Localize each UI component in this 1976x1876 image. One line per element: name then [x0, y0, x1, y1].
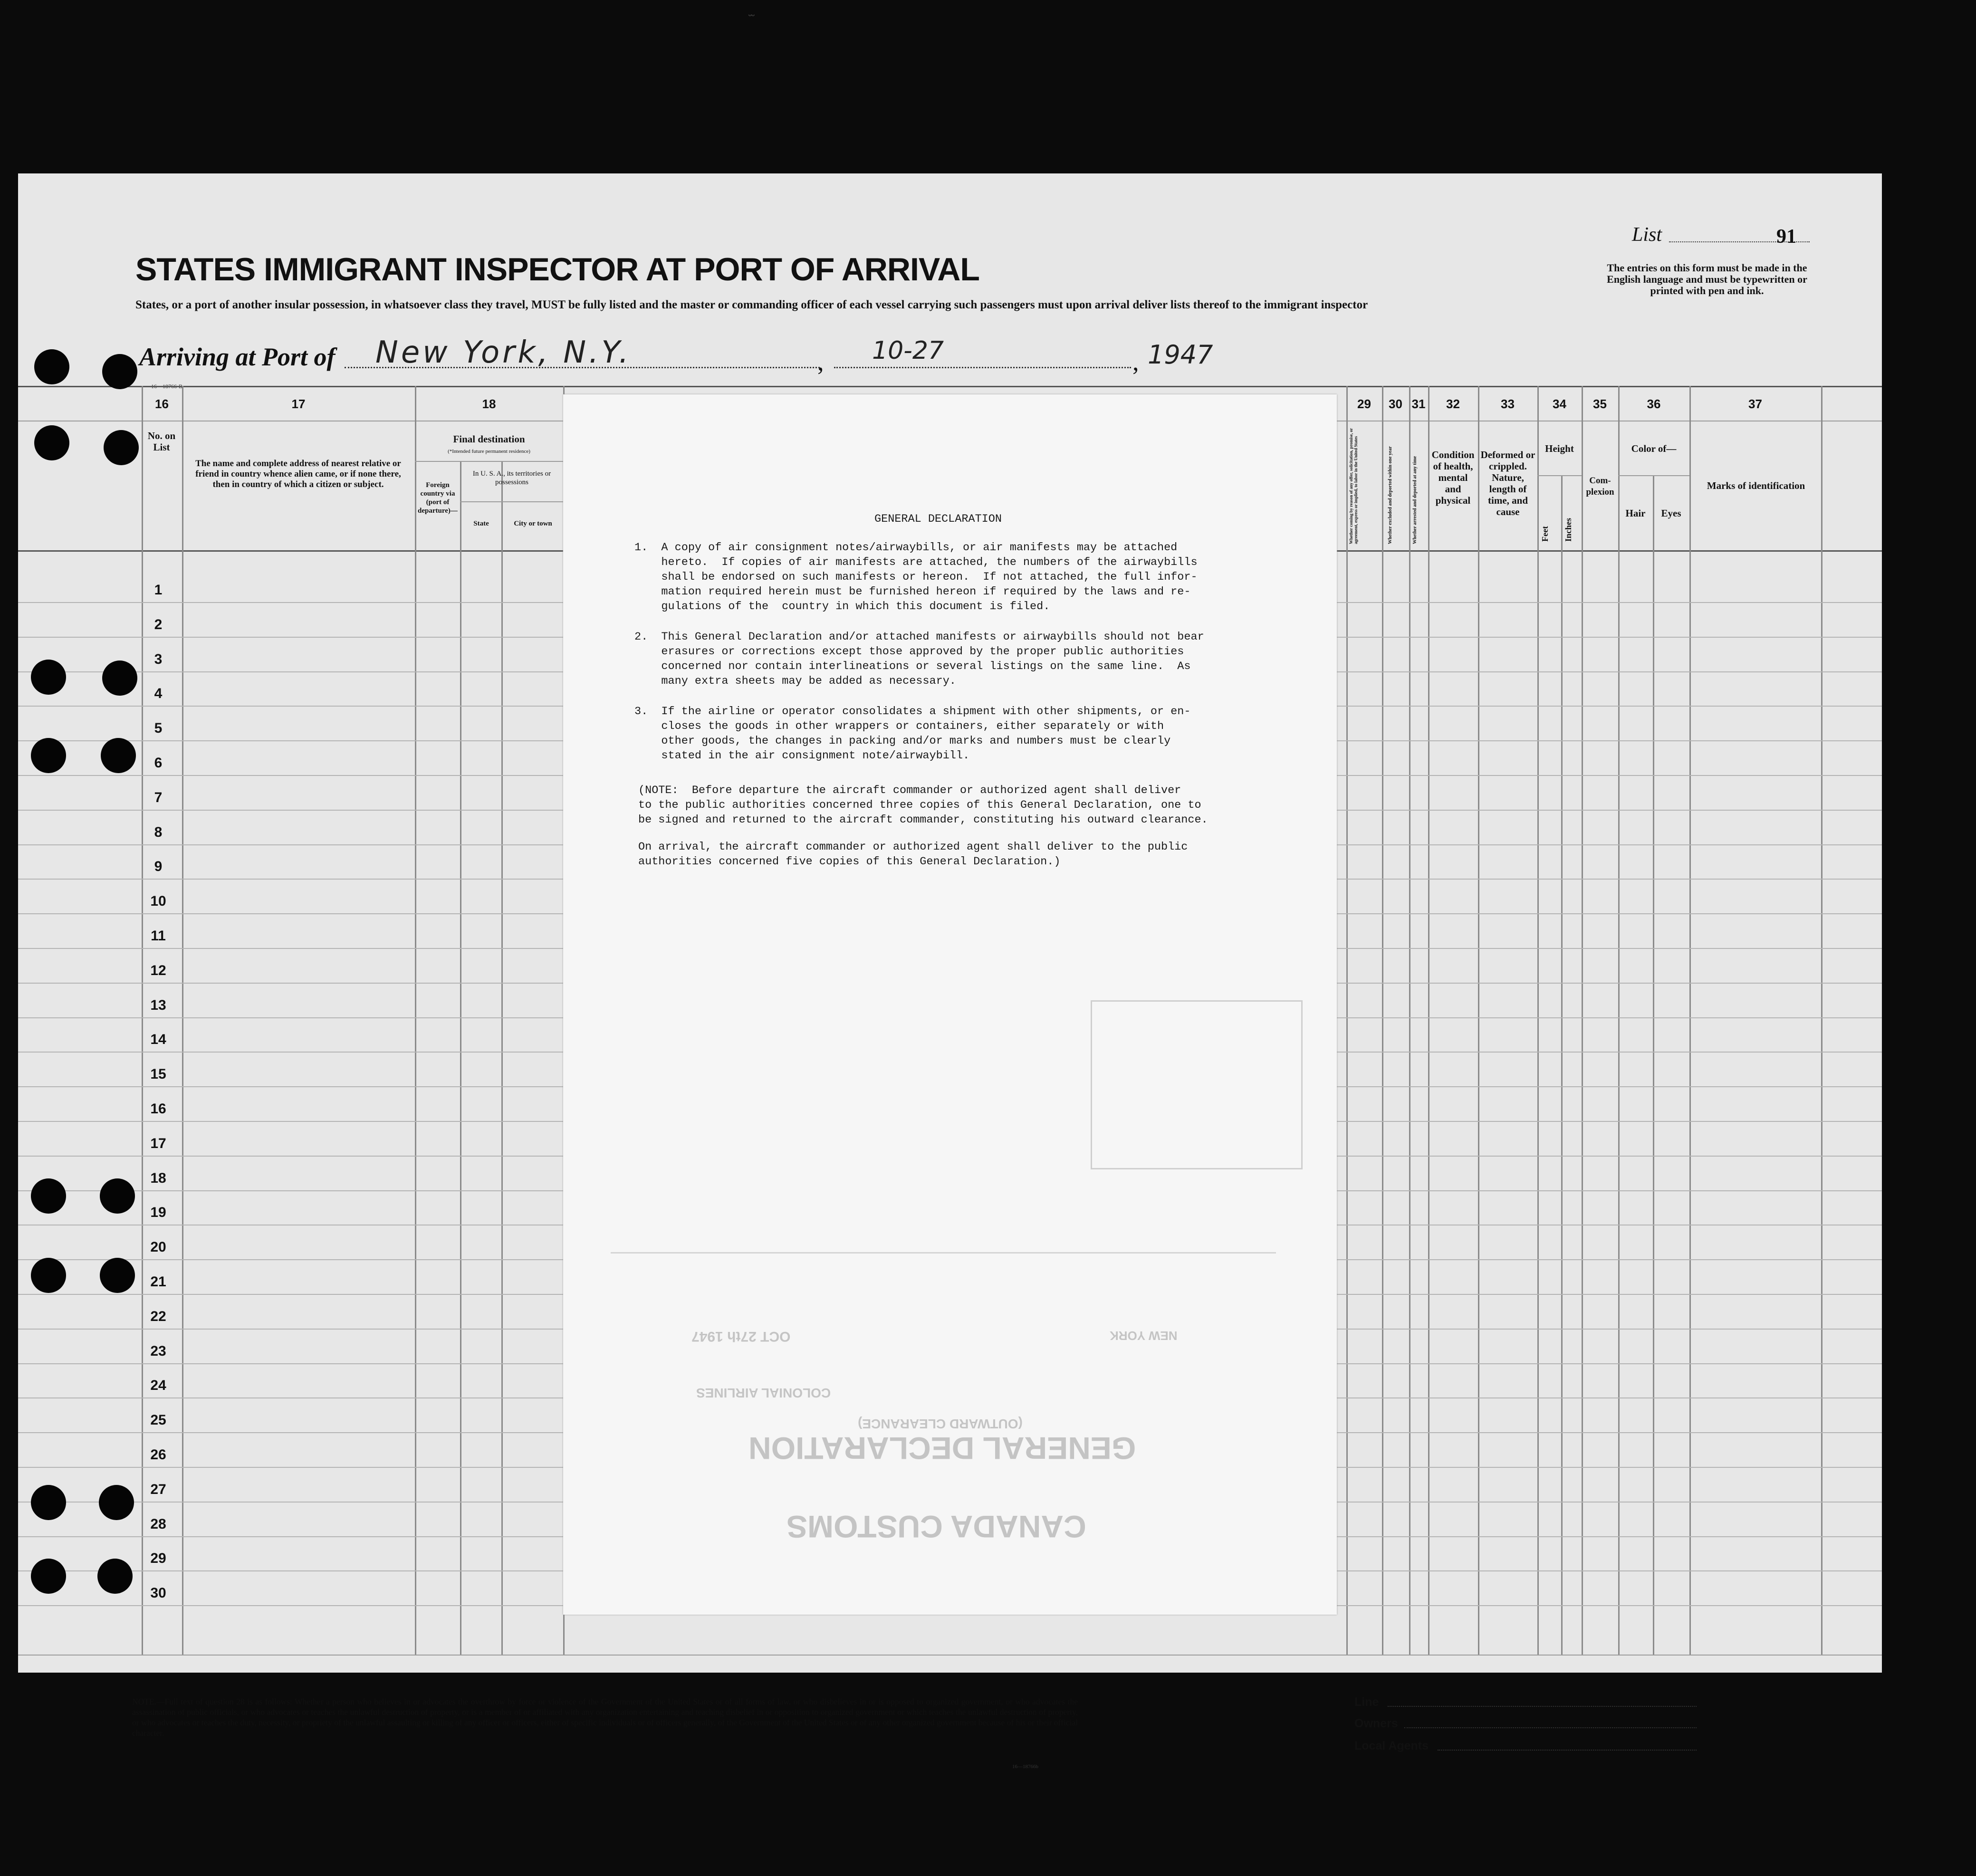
bleed-through-rule — [611, 1252, 1276, 1254]
row-number: 9 — [154, 859, 163, 874]
colnum-16: 16 — [155, 397, 169, 411]
row-number: 19 — [150, 1205, 166, 1220]
binder-hole — [104, 430, 139, 465]
col-divider-29 — [1382, 386, 1383, 1655]
bleed-through-date: OCT 27th 1947 — [691, 1329, 791, 1344]
colnum-34: 34 — [1553, 397, 1566, 411]
entries-note: The entries on this form must be made in the English language and must be typewritten or printed with pen and ink. — [1607, 262, 1807, 297]
binder-hole — [31, 1178, 66, 1214]
col-divider-28 — [1346, 386, 1348, 1655]
col-divider-34a — [1561, 475, 1563, 1655]
declaration-item-1: 1. A copy of air consignment notes/airwaybills, or air manifests may be attached hereto. If copies of air manifests are attached, the numbers of the airwaybills shall be endorsed on such manifests or hereon. If not attached, the full infor- mation required herein must be furnished hereon if required by the laws and re- gulations of the country in which this document is filed. — [634, 541, 1198, 613]
header-feet: Feet — [1540, 526, 1550, 542]
arriving-label: Arriving at Port of — [139, 343, 336, 371]
row-number: 30 — [150, 1585, 166, 1601]
header-col30: Whether excluded and deported within one year — [1388, 446, 1393, 544]
height-rule — [1537, 475, 1582, 476]
table-top-rule — [18, 386, 1882, 387]
port-handwritten: New York, N.Y. — [375, 335, 632, 370]
bleed-through-stamp-box — [1091, 1000, 1303, 1169]
colnum-37: 37 — [1748, 397, 1762, 411]
colnum-33: 33 — [1501, 397, 1515, 411]
row-number: 16 — [150, 1101, 166, 1117]
header-deformed: Deformed or crippled. Nature, length of time, and cause — [1480, 449, 1535, 517]
bleed-through-canada-customs: CANADA CUSTOMS — [787, 1509, 1086, 1544]
list-number: 91 — [1776, 226, 1796, 248]
header-color-of: Color of— — [1631, 443, 1677, 454]
local-agents-label: Local Agents — [1354, 1739, 1429, 1752]
binder-hole — [31, 1559, 66, 1594]
header-final-destination: Final destination — [453, 433, 525, 445]
colnum-18: 18 — [482, 397, 496, 411]
row-number: 27 — [150, 1482, 166, 1497]
top-mark: ᵕᵕ — [748, 10, 755, 21]
header-final-destination-note: (*Intended future permanent residence) — [448, 449, 530, 454]
col-divider-31 — [1428, 386, 1429, 1655]
bleed-through-general-declaration: GENERAL DECLARATION — [748, 1431, 1136, 1466]
binder-hole — [101, 738, 136, 773]
row-number: 20 — [150, 1239, 166, 1255]
list-label: List — [1632, 224, 1662, 246]
header-marks: Marks of identification — [1707, 480, 1805, 491]
col-divider-32 — [1478, 386, 1479, 1655]
binder-hole — [102, 660, 137, 696]
date-line — [834, 367, 1131, 368]
comma-1: , — [817, 347, 824, 376]
col-divider-34 — [1582, 386, 1583, 1655]
declaration-note: (NOTE: Before departure the aircraft commander or authorized agent shall deliver to the public authorities concerned three copies of this General Declaration, one to be signed and returned to the aircraft commander, constituting his outward clearance. — [638, 784, 1208, 826]
row-number: 25 — [150, 1412, 166, 1428]
row-number: 15 — [150, 1066, 166, 1082]
col-divider-30 — [1409, 386, 1410, 1655]
row-number: 29 — [150, 1551, 166, 1566]
header-height: Height — [1545, 443, 1574, 454]
line-field — [1388, 1706, 1697, 1707]
footer-form-code: 16—18766b — [1012, 1764, 1038, 1770]
row-number: 12 — [150, 963, 166, 978]
bleed-through-city: NEW YORK — [1110, 1329, 1178, 1343]
row-number: 24 — [150, 1378, 166, 1393]
header-foreign-country: Foreign country via (port of departure)— — [418, 481, 458, 515]
colnum-36: 36 — [1647, 397, 1661, 411]
header-col31: Whether arrested and deported at any time — [1412, 456, 1418, 544]
binder-hole — [100, 1178, 135, 1214]
final-dest-rule — [415, 461, 563, 462]
line-label: Line — [1354, 1695, 1379, 1709]
row-number: 3 — [154, 651, 163, 667]
row-number: 26 — [150, 1447, 166, 1463]
col-divider-18b — [501, 461, 503, 1655]
colnum-29: 29 — [1357, 397, 1371, 411]
col-divider-18a — [460, 461, 461, 1655]
binder-hole — [31, 1485, 66, 1520]
declaration-item-2: 2. This General Declaration and/or attached manifests or airwaybills should not bear erasures or corrections except those approved by the proper public authorities concerned nor contain interlineations or several listings on the same line. As many extra sheets may be added as necessary. — [634, 631, 1204, 688]
local-agents-field — [1438, 1750, 1697, 1751]
table-bottom-rule — [18, 1655, 1882, 1656]
bleed-through-airline: COLONIAL AIRLINES — [696, 1386, 831, 1400]
col-divider-36 — [1689, 386, 1691, 1655]
row-number: 8 — [154, 824, 163, 840]
row-number: 10 — [150, 893, 166, 909]
row-number: 2 — [154, 617, 163, 632]
binder-hole — [31, 738, 66, 773]
header-state: State — [473, 520, 489, 527]
row-number: 13 — [150, 997, 166, 1013]
row-number: 4 — [154, 686, 163, 701]
binder-hole — [31, 1258, 66, 1293]
row-number: 7 — [154, 790, 163, 805]
date-handwritten: 10-27 — [872, 336, 944, 365]
row-number: 18 — [150, 1170, 166, 1186]
declaration-item-3: 3. If the airline or operator consolidates a shipment with other shipments, or en- closes the goods in other wrappers or containers, either separately or with other goods, the changes in packing and/or marks and numbers must be clearly stated in the air consignment note/airwaybill. — [634, 705, 1191, 762]
row-number: 22 — [150, 1309, 166, 1324]
comma-2: , — [1132, 347, 1139, 376]
footer-note: NOTE.—Full text of question 28 is as follows: Whether a person who believes in or advocates the overthrow by force or violence of the Government of the United States or of all forms of law, or who disbelieves in or is opposed to organized government, or who advocates the assassination of public officials, or who advocates or teaches the unlawful destruction of property, or is a member of or affiliated with any organization entertaining and teaching disbelief in or opposition to organized government or which teaches the unlawful destruction of property, or who advocates or teaches the duty, necessity, or propriety of the unlawful assaulting or killing of any officer or officers, either of specific individuals or of officers generally, of the Government of the United States or of any other organized government because of his or their official character. — [132, 1697, 1078, 1738]
colnum-31: 31 — [1411, 397, 1426, 411]
owners-label: Owners — [1354, 1717, 1398, 1730]
col-divider-16 — [142, 386, 143, 1655]
bleed-through-outward-clearance: (OUTWARD CLEARANCE) — [858, 1417, 1023, 1431]
declaration-title: GENERAL DECLARATION — [874, 513, 1002, 526]
col-divider-17 — [182, 386, 183, 1655]
row-number: 5 — [154, 720, 163, 736]
col-divider-35 — [1618, 386, 1620, 1655]
row-number: 11 — [151, 928, 166, 944]
declaration-arrival: On arrival, the aircraft commander or authorized agent shall deliver to the public authorities concerned five copies of this General Declaration.) — [638, 841, 1188, 868]
binder-hole — [97, 1559, 133, 1594]
header-condition: Condition of health, mental and physical — [1431, 449, 1475, 506]
row-number: 1 — [154, 582, 163, 598]
header-no-on-list: No. on List — [147, 430, 176, 453]
colnum-35: 35 — [1593, 397, 1607, 411]
col-divider-17b — [415, 386, 416, 1655]
binder-hole — [100, 1258, 135, 1293]
colnum-17: 17 — [291, 397, 306, 411]
binder-hole — [102, 354, 137, 389]
row-number: 14 — [150, 1032, 166, 1047]
row-number: 17 — [150, 1136, 166, 1151]
owners-field — [1404, 1727, 1697, 1728]
general-declaration-sheet — [563, 394, 1337, 1615]
row-number: 28 — [150, 1516, 166, 1532]
binder-hole — [99, 1485, 134, 1520]
year-handwritten: 1947 — [1148, 340, 1213, 370]
col-divider-33 — [1537, 386, 1539, 1655]
header-city: City or town — [514, 520, 552, 527]
color-rule — [1618, 475, 1689, 476]
header-complexion: Com-plexion — [1586, 476, 1614, 497]
colnum-30: 30 — [1389, 397, 1402, 411]
col-divider-36a — [1653, 475, 1654, 1655]
col-divider-37 — [1821, 386, 1823, 1655]
row-number: 23 — [150, 1343, 166, 1359]
usa-rule — [460, 501, 563, 502]
header-col29: Whether coming by reason of any offer, solicitation, promise, or agreement, express or implied, to labor in the United States — [1349, 428, 1358, 544]
row-number: 6 — [154, 755, 163, 771]
binder-hole — [31, 660, 66, 695]
header-in-usa: In U. S. A., its territories or possessions — [472, 470, 551, 486]
header-hair: Hair — [1625, 507, 1646, 519]
header-eyes: Eyes — [1661, 507, 1681, 519]
header-relative: The name and complete address of nearest relative or friend in country whence alien came, or if none there, then in country of which a citizen or subject. — [195, 459, 401, 489]
header-inches: Inches — [1564, 517, 1573, 542]
binder-hole — [34, 425, 69, 460]
colnum-32: 32 — [1446, 397, 1460, 411]
page-subtitle: States, or a port of another insular possession, in whatsoever class they travel, MUST be fully listed and the master or commanding officer of each vessel carrying such passengers must upon arrival deliver lists thereof to the immigrant inspector — [135, 298, 1368, 311]
row-number: 21 — [150, 1274, 166, 1290]
binder-hole — [34, 349, 69, 384]
page-title: STATES IMMIGRANT INSPECTOR AT PORT OF ARRIVAL — [135, 251, 979, 287]
